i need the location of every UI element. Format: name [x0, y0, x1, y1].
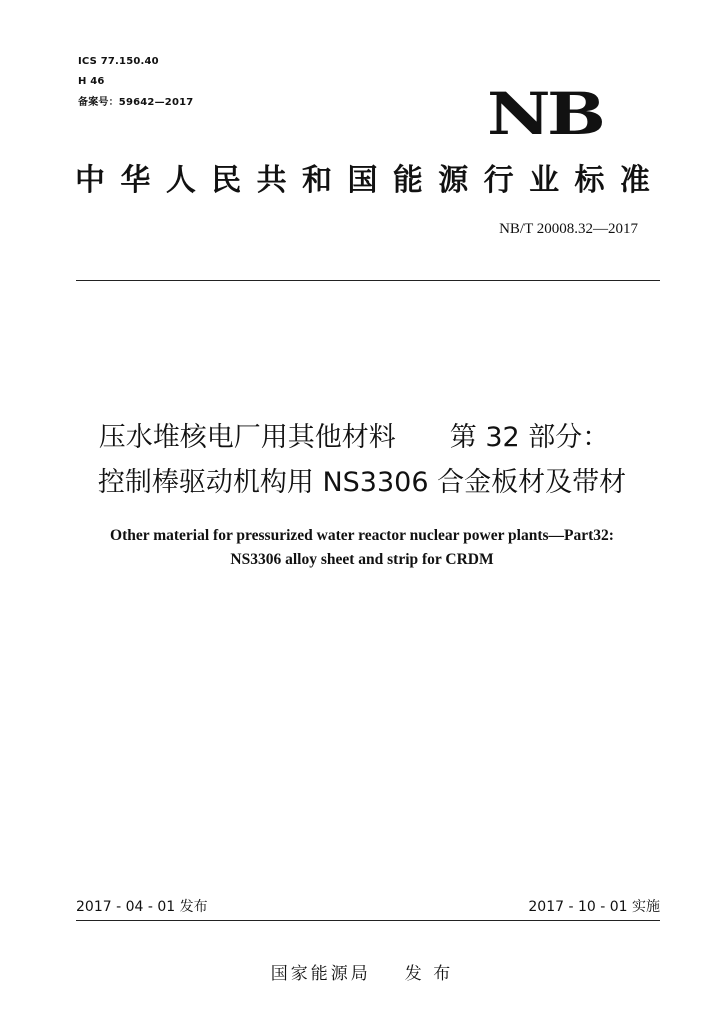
- heading-char: 和: [302, 163, 333, 198]
- english-title-line-1: Other material for pressurized water reactor nuclear power plants—Part32:: [110, 527, 614, 544]
- publisher-action: 发 布: [404, 964, 454, 984]
- registration-number: 备案号：59642—2017: [78, 97, 194, 108]
- heading-char: 准: [619, 163, 650, 198]
- top-divider: [76, 280, 660, 281]
- heading-char: 人: [165, 163, 196, 198]
- heading-char: 标: [574, 163, 605, 198]
- heading-char: 能: [392, 163, 423, 198]
- implementation-date: 2017 - 10 - 01 实施: [528, 899, 660, 915]
- bottom-divider: [76, 920, 660, 921]
- heading-char: 华: [120, 163, 151, 198]
- heading-char: 行: [483, 163, 514, 198]
- chinese-title-line-1: 压水堆核电厂用其他材料 第 32 部分：: [98, 422, 610, 453]
- heading-char: 民: [211, 163, 242, 198]
- issue-date: 2017 - 04 - 01 发布: [76, 899, 208, 915]
- standard-number: NB/T 20008.32—2017: [499, 221, 638, 237]
- industry-standard-heading: [75, 160, 650, 202]
- heading-char: 国: [347, 163, 378, 198]
- heading-char: 业: [529, 163, 560, 198]
- chinese-title-line-2: 控制棒驱动机构用 NS3306 合金板材及带材: [97, 467, 627, 498]
- nb-logo: NB: [487, 80, 603, 148]
- english-title-line-2: NS3306 alloy sheet and strip for CRDM: [230, 551, 494, 568]
- heading-char: 中: [75, 163, 105, 198]
- publisher-name: 国家能源局: [270, 964, 371, 984]
- classification-code: H 46: [78, 76, 105, 87]
- heading-char: 共: [256, 163, 287, 198]
- publisher-line: [0, 962, 724, 986]
- ics-code: ICS 77.150.40: [78, 56, 159, 67]
- heading-char: 源: [438, 163, 469, 198]
